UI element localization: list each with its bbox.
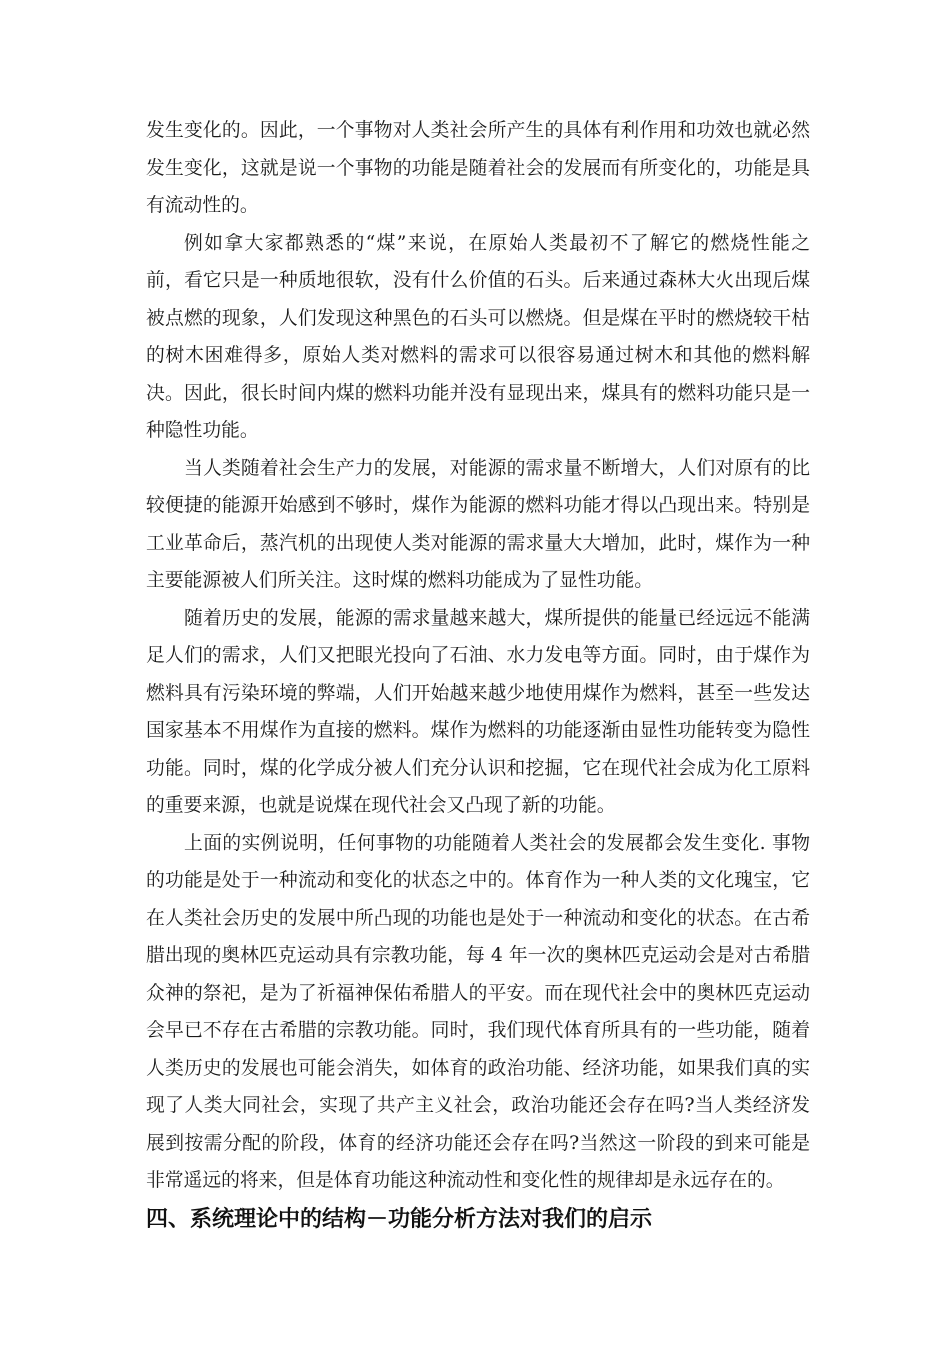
text-line: 发生变化的。因此，一个事物对人类社会所产生的具体有利作用和功效也就必然	[146, 120, 810, 141]
paragraph	[146, 825, 810, 1200]
text-line: 有流动性的。	[146, 195, 259, 216]
text-line: 众神的祭祀，是为了祈福神保佑希腊人的平安。而在现代社会中的奥林匹克运动	[146, 982, 810, 1004]
text-line: 国家基本不用煤作为直接的燃料。煤作为燃料的功能逐渐由显性功能转变为隐性	[146, 720, 810, 741]
text-line: 会早已不存在古希腊的宗教功能。同时，我们现代体育所具有的一些功能，随着	[146, 1020, 810, 1041]
text-line: 现了人类大同社会，实现了共产主义社会，政治功能还会存在吗?当人类经济发	[146, 1095, 810, 1116]
document-body	[146, 112, 810, 1240]
text-line: 决。因此，很长时间内煤的燃料功能并没有显现出来，煤具有的燃料功能只是一	[146, 382, 810, 404]
text-line: 发生变化，这就是说一个事物的功能是随着社会的发展而有所变化的，功能是具	[146, 157, 810, 179]
text-line: 前，看它只是一种质地很软，没有什么价值的石头。后来通过森林大火出现后煤	[146, 270, 810, 291]
text-line: 较便捷的能源开始感到不够时，煤作为能源的燃料功能才得以凸现出来。特别是	[146, 495, 810, 516]
text-line: 种隐性功能。	[146, 420, 259, 441]
text-line: 主要能源被人们所关注。这时煤的燃料功能成为了显性功能。	[146, 570, 654, 591]
paragraph	[146, 450, 810, 600]
text-line: 的功能是处于一种流动和变化的状态之中的。体育作为一种人类的文化瑰宝，它	[146, 870, 810, 891]
paragraph	[146, 225, 810, 450]
text-line: 在人类社会历史的发展中所凸现的功能也是处于一种流动和变化的状态。在古希	[146, 907, 810, 929]
paragraph	[146, 600, 810, 825]
text-line: 上面的实例说明，任何事物的功能随着人类社会的发展都会发生变化. 事物	[184, 832, 810, 854]
text-line: 被点燃的现象，人们发现这种黑色的石头可以燃烧。但是煤在平时的燃烧较干枯	[146, 307, 810, 329]
text-line: 工业革命后，蒸汽机的出现使人类对能源的需求量大大增加，此时，煤作为一种	[146, 532, 810, 554]
text-line: 燃料具有污染环境的弊端，人们开始越来越少地使用煤作为燃料，甚至一些发达	[146, 682, 810, 704]
text-line: 足人们的需求，人们又把眼光投向了石油、水力发电等方面。同时，由于煤作为	[146, 645, 810, 666]
text-line: 例如拿大家都熟悉的“煤”来说，在原始人类最初不了解它的燃烧性能之	[184, 232, 810, 254]
text-line: 随着历史的发展，能源的需求量越来越大，煤所提供的能量已经远远不能满	[184, 607, 810, 629]
text-line: 的重要来源，也就是说煤在现代社会又凸现了新的功能。	[146, 795, 616, 816]
text-line: 人类历史的发展也可能会消失，如体育的政治功能、经济功能，如果我们真的实	[146, 1057, 810, 1079]
text-line: 功能。同时，煤的化学成分被人们充分认识和挖掘，它在现代社会成为化工原料	[146, 757, 810, 779]
text-line: 的树木困难得多，原始人类对燃料的需求可以很容易通过树木和其他的燃料解	[146, 345, 810, 366]
text-line: 当人类随着社会生产力的发展，对能源的需求量不断增大，人们对原有的比	[184, 457, 810, 479]
text-line: 非常遥远的将来，但是体育功能这种流动性和变化性的规律却是永远存在的。	[146, 1170, 785, 1191]
text-line: 腊出现的奥林匹克运动具有宗教功能，每 4 年一次的奥林匹克运动会是对古希腊	[146, 945, 810, 966]
text-line: 展到按需分配的阶段，体育的经济功能还会存在吗?当然这一阶段的到来可能是	[146, 1132, 810, 1154]
section-heading: 四、系统理论中的结构－功能分析方法对我们的启示	[146, 1206, 653, 1232]
paragraph	[146, 112, 810, 225]
